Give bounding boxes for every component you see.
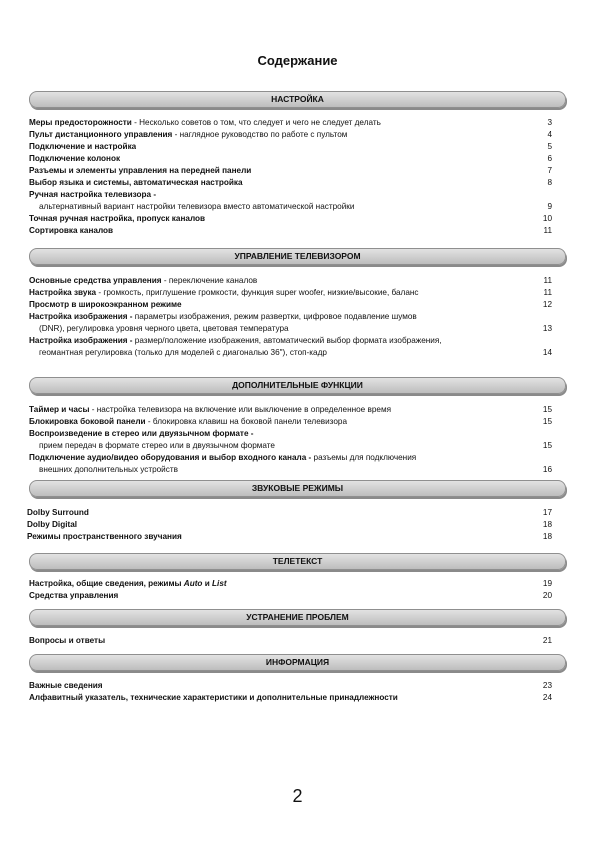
toc-entry-desc: (DNR), регулировка уровня черного цвета, цветовая температура <box>39 324 289 333</box>
toc-page-number: 14 <box>542 348 552 357</box>
toc-entry-title: Выбор языка и системы, автоматическая настройка <box>29 178 243 187</box>
toc-page-number: 24 <box>542 693 552 702</box>
toc-entry-title: Настройка изображения - <box>29 336 133 345</box>
toc-page-number: 7 <box>547 166 552 175</box>
toc-entry-title: Подключение и настройка <box>29 142 137 151</box>
toc-entry-desc: - переключение каналов <box>161 276 258 285</box>
toc-entry-title: Воспроизведение в стерео или двуязычном формате - <box>29 429 254 438</box>
toc-page-number: 11 <box>543 276 552 285</box>
toc-row[interactable] <box>29 405 552 415</box>
toc-entry-title: Сортировка каналов <box>29 226 114 235</box>
toc-page-number: 16 <box>542 465 552 474</box>
toc-mode-list: List <box>212 579 227 588</box>
toc-row[interactable] <box>29 178 552 188</box>
toc-entry-title: Ручная настройка телевизора - <box>29 190 157 199</box>
toc-row[interactable] <box>29 226 552 236</box>
toc-row[interactable] <box>29 288 552 298</box>
toc-page-number: 18 <box>542 532 552 541</box>
toc-entry-title: Подключение аудио/видео оборудования и выбор входного канала - <box>29 453 312 462</box>
toc-row[interactable] <box>29 154 552 164</box>
toc-entry-title: Настройка звука <box>29 288 97 297</box>
toc-page-number: 19 <box>542 579 552 588</box>
toc-entry-title: Алфавитный указатель, технические характеристики и дополнительные принадлежности <box>29 693 398 702</box>
toc-page-number: 21 <box>542 636 552 645</box>
toc-page-number: 15 <box>542 441 552 450</box>
toc-entry-title: Точная ручная настройка, пропуск каналов <box>29 214 206 223</box>
toc-row[interactable] <box>29 429 552 439</box>
toc-page-number: 9 <box>547 202 552 211</box>
toc-row[interactable] <box>29 693 552 703</box>
toc-row[interactable] <box>27 508 552 518</box>
toc-row[interactable] <box>29 312 552 322</box>
toc-entry-title: Dolby Digital <box>27 520 78 529</box>
toc-row[interactable] <box>27 532 552 542</box>
page-title: Содержание <box>257 53 338 68</box>
toc-entry-title: Меры предосторожности <box>29 118 132 127</box>
toc-entry-desc: разъемы для подключения <box>311 453 417 462</box>
toc-page-number: 18 <box>542 520 552 529</box>
toc-row[interactable] <box>29 336 552 346</box>
toc-page-number: 4 <box>547 130 552 139</box>
toc-row[interactable] <box>29 300 552 310</box>
toc-entry-desc: параметры изображения, режим развертки, цифровое подавление шумов <box>132 312 417 321</box>
toc-entry-title: Режимы пространственного звучания <box>27 532 182 541</box>
section-header-extra: ДОПОЛНИТЕЛЬНЫЕ ФУНКЦИИ <box>29 377 566 394</box>
toc-entry-title: Основные средства управления <box>29 276 162 285</box>
section-header-troubleshooting: УСТРАНЕНИЕ ПРОБЛЕМ <box>29 609 566 626</box>
toc-entry-title: Важные сведения <box>29 681 103 690</box>
toc-row[interactable] <box>29 130 552 140</box>
toc-entry-title: Таймер и часы <box>29 405 90 414</box>
toc-page-number: 11 <box>543 226 552 235</box>
toc-row[interactable] <box>29 579 552 589</box>
toc-page-number: 5 <box>547 142 552 151</box>
toc-row[interactable] <box>29 417 552 427</box>
toc-entry-desc: - наглядное руководство по работе с пультом <box>172 130 348 139</box>
toc-page-number: 13 <box>542 324 552 333</box>
toc-entry-desc: внешних дополнительных устройств <box>39 465 178 474</box>
toc-row[interactable] <box>29 453 552 463</box>
section-header-teletext: ТЕЛЕТЕКСТ <box>29 553 566 570</box>
toc-entry-desc: прием передач в формате стерео или в двуязычном формате <box>39 441 275 450</box>
toc-row[interactable] <box>29 214 552 224</box>
toc-page-number: 15 <box>542 405 552 414</box>
toc-entry-title: Подключение колонок <box>29 154 121 163</box>
toc-page-number: 8 <box>547 178 552 187</box>
toc-page-number: 12 <box>542 300 552 309</box>
section-header-setup: НАСТРОЙКА <box>29 91 566 108</box>
toc-entry-title: Пульт дистанционного управления <box>29 130 173 139</box>
toc-row[interactable] <box>29 190 552 200</box>
toc-row[interactable] <box>29 118 552 128</box>
toc-row[interactable] <box>29 142 552 152</box>
toc-entry-desc: размер/положение изображения, автоматический выбор формата изображения, <box>132 336 442 345</box>
toc-entry-title: Настройка, общие сведения, режимы <box>29 579 184 588</box>
section-header-tv-control: УПРАВЛЕНИЕ ТЕЛЕВИЗОРОМ <box>29 248 566 265</box>
toc-page-number: 23 <box>542 681 552 690</box>
section-header-info: ИНФОРМАЦИЯ <box>29 654 566 671</box>
toc-mode-auto: Auto <box>183 579 203 588</box>
toc-page-number: 20 <box>542 591 552 600</box>
toc-entry-title: Средства управления <box>29 591 119 600</box>
toc-entry-desc: - настройка телевизора на включение или выключение в определенное время <box>89 405 392 414</box>
toc-entry-conj: и <box>202 579 213 588</box>
page-number: 2 <box>292 786 303 806</box>
toc-row[interactable] <box>29 166 552 176</box>
toc-row[interactable] <box>29 591 552 601</box>
toc-row[interactable] <box>27 520 552 530</box>
toc-page-number: 17 <box>542 508 552 517</box>
toc-page-number: 11 <box>543 288 552 297</box>
section-header-sound: ЗВУКОВЫЕ РЕЖИМЫ <box>29 480 566 497</box>
toc-row[interactable] <box>29 636 552 646</box>
toc-page-number: 15 <box>542 417 552 426</box>
toc-entry-desc: геомантная регулировка (только для моделей с диагональю 36"), стоп-кадр <box>39 348 327 357</box>
toc-page-number: 3 <box>547 118 552 127</box>
toc-entry-desc: альтернативный вариант настройки телевизора вместо автоматической настройки <box>39 202 355 211</box>
toc-page-number: 6 <box>547 154 552 163</box>
toc-page-number: 10 <box>542 214 552 223</box>
toc-entry-desc: - Несколько советов о том, что следует и чего не следует делать <box>131 118 381 127</box>
toc-entry-title: Вопросы и ответы <box>29 636 106 645</box>
toc-entry-title: Блокировка боковой панели <box>29 417 146 426</box>
toc-row[interactable] <box>29 276 552 286</box>
toc-row[interactable] <box>29 681 552 691</box>
toc-entry-desc: - громкость, приглушение громкости, функция super woofer, низкие/высокие, баланс <box>96 288 419 297</box>
toc-entry-title: Настройка изображения - <box>29 312 133 321</box>
toc-entry-title: Разъемы и элементы управления на передней панели <box>29 166 252 175</box>
toc-entry-desc: - блокировка клавиш на боковой панели телевизора <box>145 417 347 426</box>
toc-entry-title: Dolby Surround <box>27 508 89 517</box>
toc-entry-title: Просмотр в широкоэкранном режиме <box>29 300 182 309</box>
